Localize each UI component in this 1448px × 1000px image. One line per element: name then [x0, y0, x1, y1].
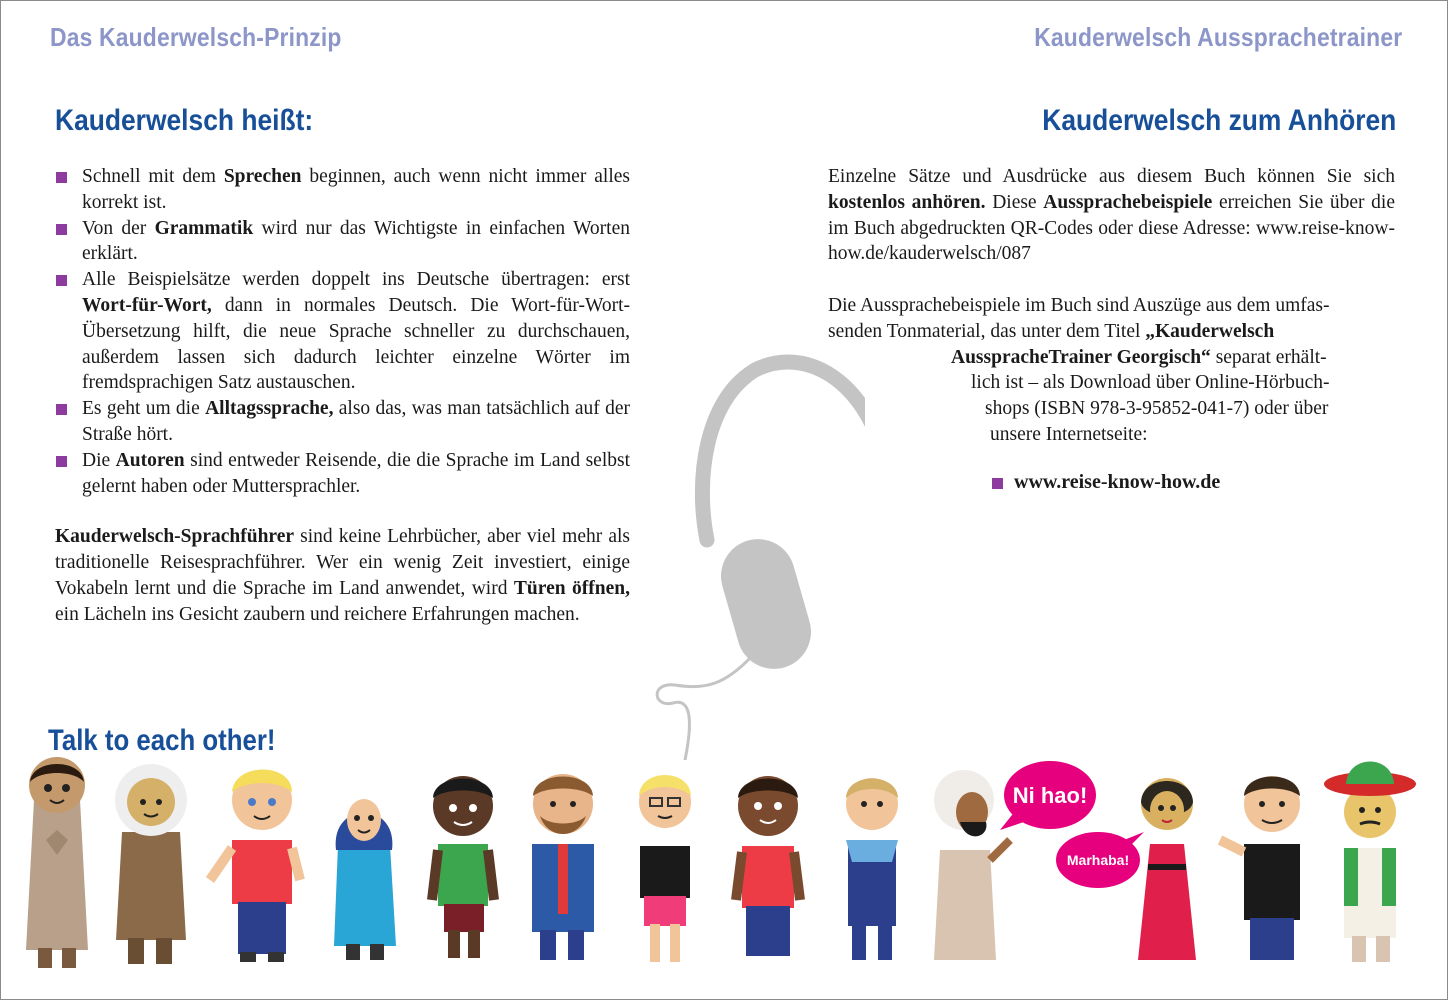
person-sombrero-icon [1324, 762, 1416, 963]
bullet-square-icon [56, 275, 67, 286]
person-inuit-icon [115, 764, 187, 964]
person-red-shirt-icon [736, 776, 800, 956]
website-link[interactable]: www.reise-know-how.de [1014, 471, 1221, 493]
bullet-square-icon [56, 456, 67, 467]
intro-paragraph: Kauderwelsch-Sprachführer sind keine Lehrbücher, aber viel mehr als traditionelle Reisesprachführer. Wer ein wenig Zeit investiert, einige Vokabeln lernt und die Sprache im Land anwendet, wird Türen öffnen, ein Lächeln ins Gesicht zaubern und reichere Erfahrungen machen. [55, 526, 630, 625]
bubble-ni-hao: Ni hao! [1012, 783, 1088, 808]
speech-bubble-icon [1000, 761, 1096, 830]
person-blond-icon [210, 770, 300, 963]
list-item: Die Autoren sind entweder Reisende, die die Sprache im Land selbst gelernt haben oder Muttersprachler. [55, 448, 630, 500]
bullet-square-icon [56, 404, 67, 415]
people-illustration [0, 740, 1448, 998]
person-green-shirt-icon [432, 776, 494, 958]
list-item: Alle Beispielsätze werden doppelt ins Deutsche übertragen: erst Wort-für-Wort, dann in normales Deutsch. Die Wort-für-Wort-Übersetzung hilft, die neue Sprache schneller zu durchschauen, außerdem lassen sich dadurch leichter einzelne Wörter im fremdsprachigen Satz austauschen. [55, 267, 630, 396]
person-glasses-icon [639, 775, 691, 962]
running-head-right: Kauderwelsch Aussprachetrainer [1033, 22, 1402, 52]
list-item: Schnell mit dem Sprechen beginnen, auch wenn nicht immer alles korrekt ist. [55, 164, 630, 216]
bullet-square-icon [56, 172, 67, 183]
person-jacket-icon [1220, 776, 1300, 960]
talk-title: Talk to each other! [48, 724, 276, 757]
person-suit-icon [532, 774, 594, 960]
trainer-paragraph: Die Aussprachebeispiele im Buch sind Auszüge aus dem umfas- senden Tonmaterial, das unter dem Titel „Kauderwelsch AusspracheTrainer Georgisch“ separat erhält- lich ist – als Download über Online-Hörbuch- shops (ISBN 978-3-95852-041-7) oder über unsere Internetseite: [828, 294, 1330, 445]
bullet-square-icon [56, 224, 67, 235]
bullet-square-icon [992, 478, 1003, 489]
audio-paragraph: Einzelne Sätze und Ausdrücke aus diesem Buch können Sie sich kostenlos anhören. Diese Aussprachebeispiele erreichen Sie über die im Buch abgedruckten QR-Codes oder diese Adresse: www.reise-know-how.de/kauderwelsch/087 [828, 166, 1395, 265]
left-column [55, 164, 630, 628]
speech-bubble-icon [1056, 832, 1144, 888]
feature-list [55, 164, 630, 499]
person-hijab-icon [334, 799, 396, 960]
list-item: Es geht um die Alltagssprache, also das, was man tatsächlich auf der Straße hört. [55, 396, 630, 448]
website-link-item[interactable] [992, 470, 1220, 495]
section-title-left: Kauderwelsch heißt: [55, 104, 314, 137]
person-turban-icon [934, 770, 1010, 960]
person-monk-icon [26, 757, 88, 968]
section-title-right: Kauderwelsch zum Anhören [1041, 104, 1396, 137]
list-item: Von der Grammatik wird nur das Wichtigste in einfachen Worten erklärt. [55, 216, 630, 268]
running-head-left: Das Kauderwelsch-Prinzip [50, 22, 342, 52]
right-column [828, 164, 1395, 448]
person-red-dress-icon [1138, 778, 1196, 960]
person-scarf-icon [846, 778, 898, 960]
bubble-marhaba: Marhaba! [1066, 852, 1130, 868]
